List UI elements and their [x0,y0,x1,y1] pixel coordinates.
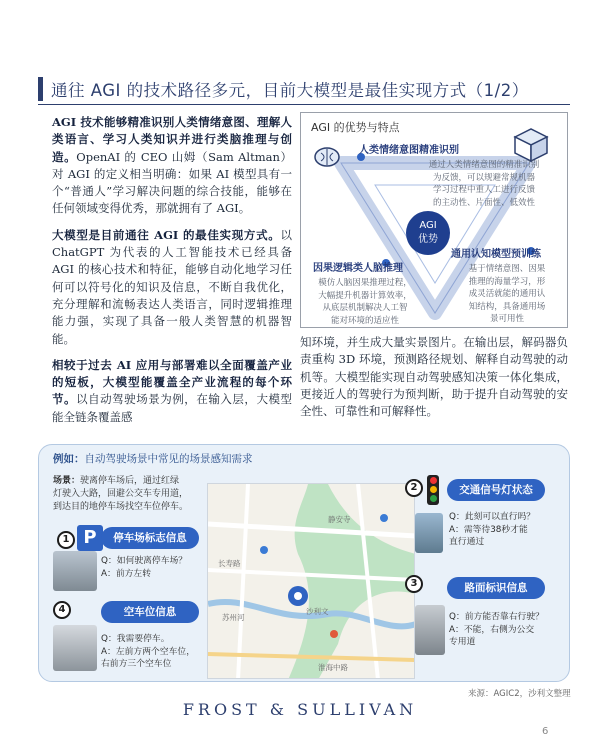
item-4-label: 空车位信息 [101,601,199,623]
item-2-qa [449,511,559,549]
scene-text-1: 驶离停车场后，通过红绿 [80,476,180,486]
agi-desc-left-2: 大幅提升机器计算效率， [318,290,412,301]
item-2-question: Q：此刻可以直行吗？ [449,512,536,522]
agi-desc-top-4: 的主动性、片面性、低效性 [432,197,535,208]
p2-bold: 大模型是目前通往 AGI 的最佳实现方式。 [52,227,281,242]
item-1-qa [101,555,201,580]
example-title-bold: 例如： [53,453,85,465]
agi-desc-top-3: 学习过程中重人工进行反馈 [432,185,535,195]
item-4-number: 4 [53,601,71,619]
agi-desc-right-3: 成灵活就能的通用认 [468,289,546,299]
road-marking-photo [415,605,445,655]
cube-icon [515,129,547,161]
title-divider [38,104,570,105]
agi-label-left: 因果逻辑类人脑推理 [313,263,403,274]
empty-spaces-photo [53,625,97,671]
agi-desc-left-1: 模仿人脑因果推理过程， [318,278,412,288]
agi-desc-left-3: 从底层机制解决人工智 [322,303,408,313]
intersection-photo [415,513,443,553]
p1-text: OpenAI 的 CEO 山姆（Sam Altman）对 AGI 的定义相当明确：如果 AI 模型具有一个“普通人”学习解决问题的综合技能，能够在任何领域变得优秀，那就拥有了 AGI。 [52,149,292,216]
traffic-light-icon [427,475,439,505]
agi-label-top: 人类情绪意图精准识别 [359,145,459,156]
page-title-bar [38,76,570,102]
parking-lot-photo [53,551,97,591]
map-label-3: 长寿路 [218,559,241,568]
agi-desc-right [453,263,561,326]
agi-desc-left-4: 能对环境的适应性 [330,315,399,326]
scene-bold: 场景： [53,476,81,486]
item-4-question: Q：我需要停车。 [101,634,170,644]
page-number: 6 [542,726,549,737]
brand-wordmark: FROST & SULLIVAN [182,700,418,719]
item-2-number: 2 [405,479,423,497]
right-column-text: 知环境，并生成大量实景图片。在输出层，解码器负责重构 3D 环境，预测路径规划、解释自动驾驶的动机等。大模型能实现自动驾驶感知决策一体化集成，更接近人的驾驶行为预判断，助于提升自动驾驶的安全性、可靠性和可解释性。 [300,335,568,419]
p3-text: 以自动驾驶场景为例，在输入层，大模型能全链条覆盖感 [52,392,293,424]
item-3-number: 3 [405,575,423,593]
agi-desc-right-4: 知结构，具备通用场 [468,301,546,312]
map-label-2: 苏州河 [222,613,245,622]
agi-desc-right-2: 推理的海量学习，形 [468,276,546,287]
left-column [52,114,292,435]
item-4-answer: A：左前方两个空车位， [101,646,195,657]
example-panel [38,444,570,682]
agi-desc-right-1: 基于情绪意图、因果 [468,264,546,274]
item-3-qa [449,611,563,649]
agi-desc-top [409,159,559,209]
agi-desc-left [305,277,425,327]
agi-box-title: AGI 的优势与特点 [311,121,400,134]
p3-bold: 相较于过去 AI 应用与部署难以全面覆盖产业的短板，大模型能覆盖全产业流程的每个环节。 [52,357,292,407]
map-label-destination: 沙利文 [306,607,329,616]
scene-text-3: 到达目的地停车场找空车位停车。 [53,502,189,512]
agi-center-line1: AGI [419,220,437,231]
example-title-text: 自动驾驶场景中常见的场景感知需求 [84,453,253,465]
agi-desc-top-1: 通过人类情绪意图的精准识别 [428,160,540,170]
item-4-answer-2: 右前方三个空车位 [101,659,172,669]
map-label-4: 淮海中路 [318,663,348,672]
item-1-label: 停车场标志信息 [101,527,199,549]
source-note: 来源：AGIC2，沙利文整理 [468,689,571,699]
item-2-answer: A：需等待38秒才能 [449,524,528,535]
item-1-question: Q：如何驶离停车场？ [101,556,188,566]
agi-center-badge [406,211,450,255]
parking-sign-icon: P [77,525,103,551]
item-3-answer: A：不能，右侧为公交 [449,624,535,635]
title-accent-bar [38,77,43,101]
example-title [53,451,253,466]
map-graphic [208,484,415,679]
item-1-number: 1 [57,531,75,549]
item-3-question: Q：前方能否靠右行驶？ [449,612,544,622]
scene-text-2: 灯驶入大路，回避公交车专用道， [53,489,189,499]
item-2-label: 交通信号灯状态 [447,479,545,501]
paragraph-agi-definition [52,114,292,218]
agi-advantages-box [300,112,568,328]
map-label-1: 静安寺 [328,515,351,524]
agi-desc-top-2: 为反馈，可以规避常规机器 [432,172,535,183]
page-title: 通往 AGI 的技术路径多元，目前大模型是最佳实现方式（1/2） [51,81,529,100]
item-3-answer-2: 专用道 [449,637,476,647]
p2-text: 以 ChatGPT 为代表的人工智能技术已经具备 AGI 的核心技术和特征，能够自动化地学习任何可以符号化的知识及信息，不断自我优化，充分理解和流畅表达人类语言，同时逻辑推理能力强，实现了具备一般人类智慧的机器智能。 [52,227,292,346]
city-map [207,483,415,679]
agi-desc-right-5: 景可用性 [489,314,524,324]
agi-label-right: 通用认知模型预训练 [451,249,541,260]
paragraph-industry [52,357,292,426]
paragraph-large-model [52,227,292,348]
agi-center-line2: 优势 [418,234,438,245]
item-3-label: 路面标识信息 [447,577,545,599]
item-1-answer: A：前方左转 [101,568,152,579]
brain-icon [315,148,339,166]
item-2-answer-2: 直行通过 [449,537,485,547]
item-4-qa [101,633,205,671]
scene-description [53,475,203,514]
p1-bold: AGI 技术能够精准识别人类情绪意图、理解人类语言、学习人类知识并进行类脑推理与创造。 [52,115,292,164]
